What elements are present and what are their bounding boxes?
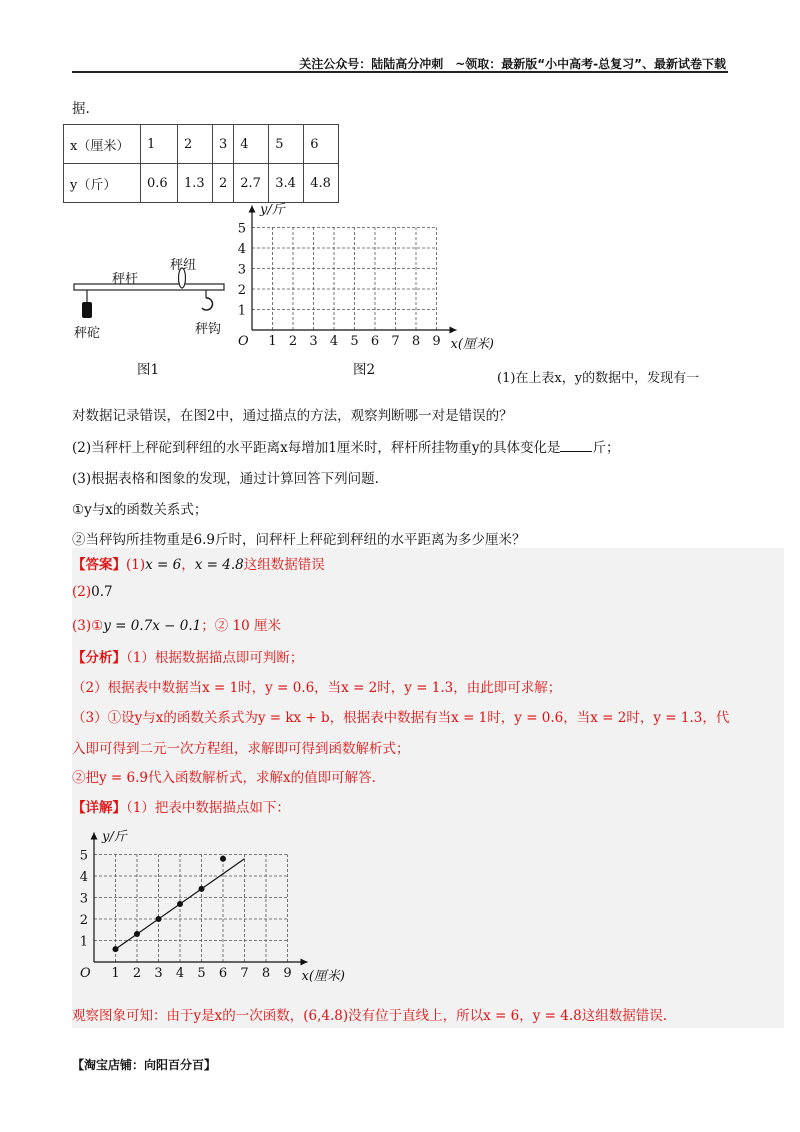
answer-tag: 【答案】: [72, 557, 126, 573]
table-cell: 3.4: [269, 164, 304, 203]
y-axis-label: y/斤: [102, 829, 127, 845]
data-table: [63, 124, 339, 203]
origin-label: O: [80, 966, 91, 981]
q2-tail: 斤；: [592, 440, 620, 456]
answer-3-tail: ；② 10 厘米: [201, 618, 281, 634]
detail-line-1: [72, 796, 290, 816]
q2-blank: [560, 439, 592, 452]
y-tick-label: 2: [79, 913, 88, 928]
table-cell: 4.8: [304, 164, 339, 203]
x-tick-label: 7: [240, 966, 249, 981]
label-beam: 秤杆: [112, 272, 139, 287]
analysis-tag: 【分析】: [72, 650, 126, 666]
answer-1-eq1: x = 6: [145, 557, 182, 573]
answer-3-circled-1: ①: [91, 618, 104, 634]
answer-line-2: [72, 584, 113, 600]
answer-3-prefix: (3): [72, 618, 92, 634]
x-tick-label: 8: [261, 966, 271, 981]
fig1-caption: 图1: [137, 362, 160, 378]
y-tick-label: 2: [237, 283, 246, 298]
table-cell: 5: [269, 125, 304, 164]
x-axis-label: x(厘米): [301, 969, 345, 984]
x-tick-label: 6: [218, 966, 228, 981]
intro-tail: 据.: [72, 101, 90, 117]
data-point: [220, 856, 226, 862]
q3-2-line: ②当秤钩所挂物重是6.9斤时，问秤杆上秤砣到秤纽的水平距离为多少厘米？: [72, 532, 526, 548]
answer-3-eq: y = 0.7x − 0.1: [103, 618, 202, 634]
detail-conclusion: 观察图象可知：由于y是x的一次函数，(6,4.8)没有位于直线上，所以x = 6，y = 4.8这组数据错误.: [72, 1008, 668, 1024]
x-axis-arrow: [450, 327, 457, 334]
header-rule: [72, 71, 728, 73]
figure2-grid: [230, 198, 495, 358]
table-cell: 1.3: [178, 164, 213, 203]
answer-1-sep: ，: [181, 557, 195, 573]
y-tick-label: 4: [79, 870, 88, 885]
answer-1-tail: 这组数据错误: [243, 557, 325, 573]
x-axis-arrow: [301, 959, 308, 966]
row-x-label: x（厘米）: [64, 125, 141, 164]
data-point: [199, 886, 205, 892]
analysis-line-5: ②把y = 6.9代入函数解析式，求解x的值即可解答.: [72, 770, 376, 786]
table-cell: 1: [141, 125, 178, 164]
q1-line-a: (1)在上表x，y的数据中，发现有一: [497, 371, 700, 386]
x-tick-label: 3: [154, 966, 163, 981]
label-counterweight: 秤砣: [74, 326, 101, 341]
answer-line-3: [72, 614, 281, 634]
table-cell: 3: [213, 125, 234, 164]
x-tick-label: 2: [288, 334, 298, 349]
table-cell: 2.7: [234, 164, 269, 203]
y-tick-label: 1: [237, 303, 246, 319]
x-tick-label: 2: [132, 966, 142, 981]
q2-line: [72, 436, 619, 456]
page-footer: 【淘宝店铺：向阳百分百】: [72, 1058, 217, 1072]
q3-line: (3)根据表格和图象的发现，通过计算回答下列问题.: [72, 471, 379, 487]
x-tick-label: 5: [350, 334, 359, 349]
y-axis-label: y/斤: [260, 202, 285, 218]
y-tick-label: 1: [79, 934, 88, 950]
data-point: [177, 901, 183, 907]
analysis-line-3: （3）①设y与x的函数关系式为y = kx + b，根据表中数据有当x = 1时，y = 0.6，当x = 2时，y = 1.3，代: [72, 710, 730, 726]
x-tick-label: 4: [175, 966, 185, 981]
x-tick-label: 7: [391, 334, 400, 349]
analysis-line-1: [72, 646, 303, 666]
answer-2: 0.7: [91, 584, 113, 600]
y-tick-label: 4: [237, 242, 246, 257]
answer-1-prefix: (1): [126, 557, 146, 573]
scatter-chart: [72, 822, 345, 987]
analysis-line-4: 入即可得到二元一次方程组，求解即可得到函数解析式；: [72, 741, 410, 757]
x-tick-label: 9: [283, 966, 292, 981]
table-cell: 2: [178, 125, 213, 164]
y-tick-label: 3: [237, 262, 246, 278]
table-row: [64, 125, 339, 164]
table-cell: 6: [304, 125, 339, 164]
x-tick-label: 8: [411, 334, 421, 349]
counterweight: [82, 302, 92, 318]
answer-1-eq2: x = 4.8: [194, 557, 244, 573]
data-point: [113, 946, 119, 952]
detail-tag: 【详解】: [72, 800, 126, 816]
analysis-1: （1）根据数据描点即可判断；: [126, 650, 304, 666]
page-header: 关注公众号：陆陆高分冲刺 ~领取：最新版“小中高考-总复习”、最新试卷下载: [299, 57, 726, 71]
answer-line-1: [72, 553, 325, 573]
q1-line-b: 对数据记录错误，在图2中，通过描点的方法，观察判断哪一对是错误的？: [72, 408, 513, 424]
x-tick-label: 4: [329, 334, 339, 349]
x-tick-label: 6: [370, 334, 380, 349]
q2-text: (2)当秤杆上秤砣到秤纽的水平距离x每增加1厘米时，秤杆所挂物重y的具体变化是: [72, 440, 561, 456]
x-tick-label: 9: [432, 334, 441, 349]
q3-1-line: ①y与x的函数关系式；: [72, 502, 208, 518]
table-row: [64, 164, 339, 203]
fig2-caption: 图2: [353, 362, 376, 378]
table-cell: 0.6: [141, 164, 178, 203]
data-point: [134, 931, 140, 937]
x-tick-label: 5: [197, 966, 206, 981]
label-hook: 秤钩: [195, 322, 222, 337]
y-axis-arrow: [91, 833, 98, 840]
x-tick-label: 1: [111, 966, 120, 981]
answer-2-prefix: (2): [72, 584, 92, 600]
table-cell: 2: [213, 164, 234, 203]
label-loop: 秤纽: [170, 258, 197, 273]
y-tick-label: 5: [79, 848, 88, 864]
x-axis-label: x(厘米): [450, 337, 494, 352]
y-tick-label: 3: [79, 891, 88, 907]
beam: [74, 284, 224, 290]
analysis-line-2: （2）根据表中数据当x = 1时，y = 0.6，当x = 2时，y = 1.3，由此即可求解；: [72, 680, 562, 696]
detail-1: （1）把表中数据描点如下：: [126, 800, 290, 816]
origin-label: O: [238, 334, 249, 349]
y-tick-label: 5: [237, 221, 246, 237]
hook: [202, 298, 212, 310]
y-axis-arrow: [249, 206, 256, 213]
x-tick-label: 1: [268, 334, 277, 349]
table-cell: 4: [234, 125, 269, 164]
data-point: [156, 916, 162, 922]
x-tick-label: 3: [309, 334, 318, 349]
row-y-label: y（斤）: [64, 164, 141, 203]
